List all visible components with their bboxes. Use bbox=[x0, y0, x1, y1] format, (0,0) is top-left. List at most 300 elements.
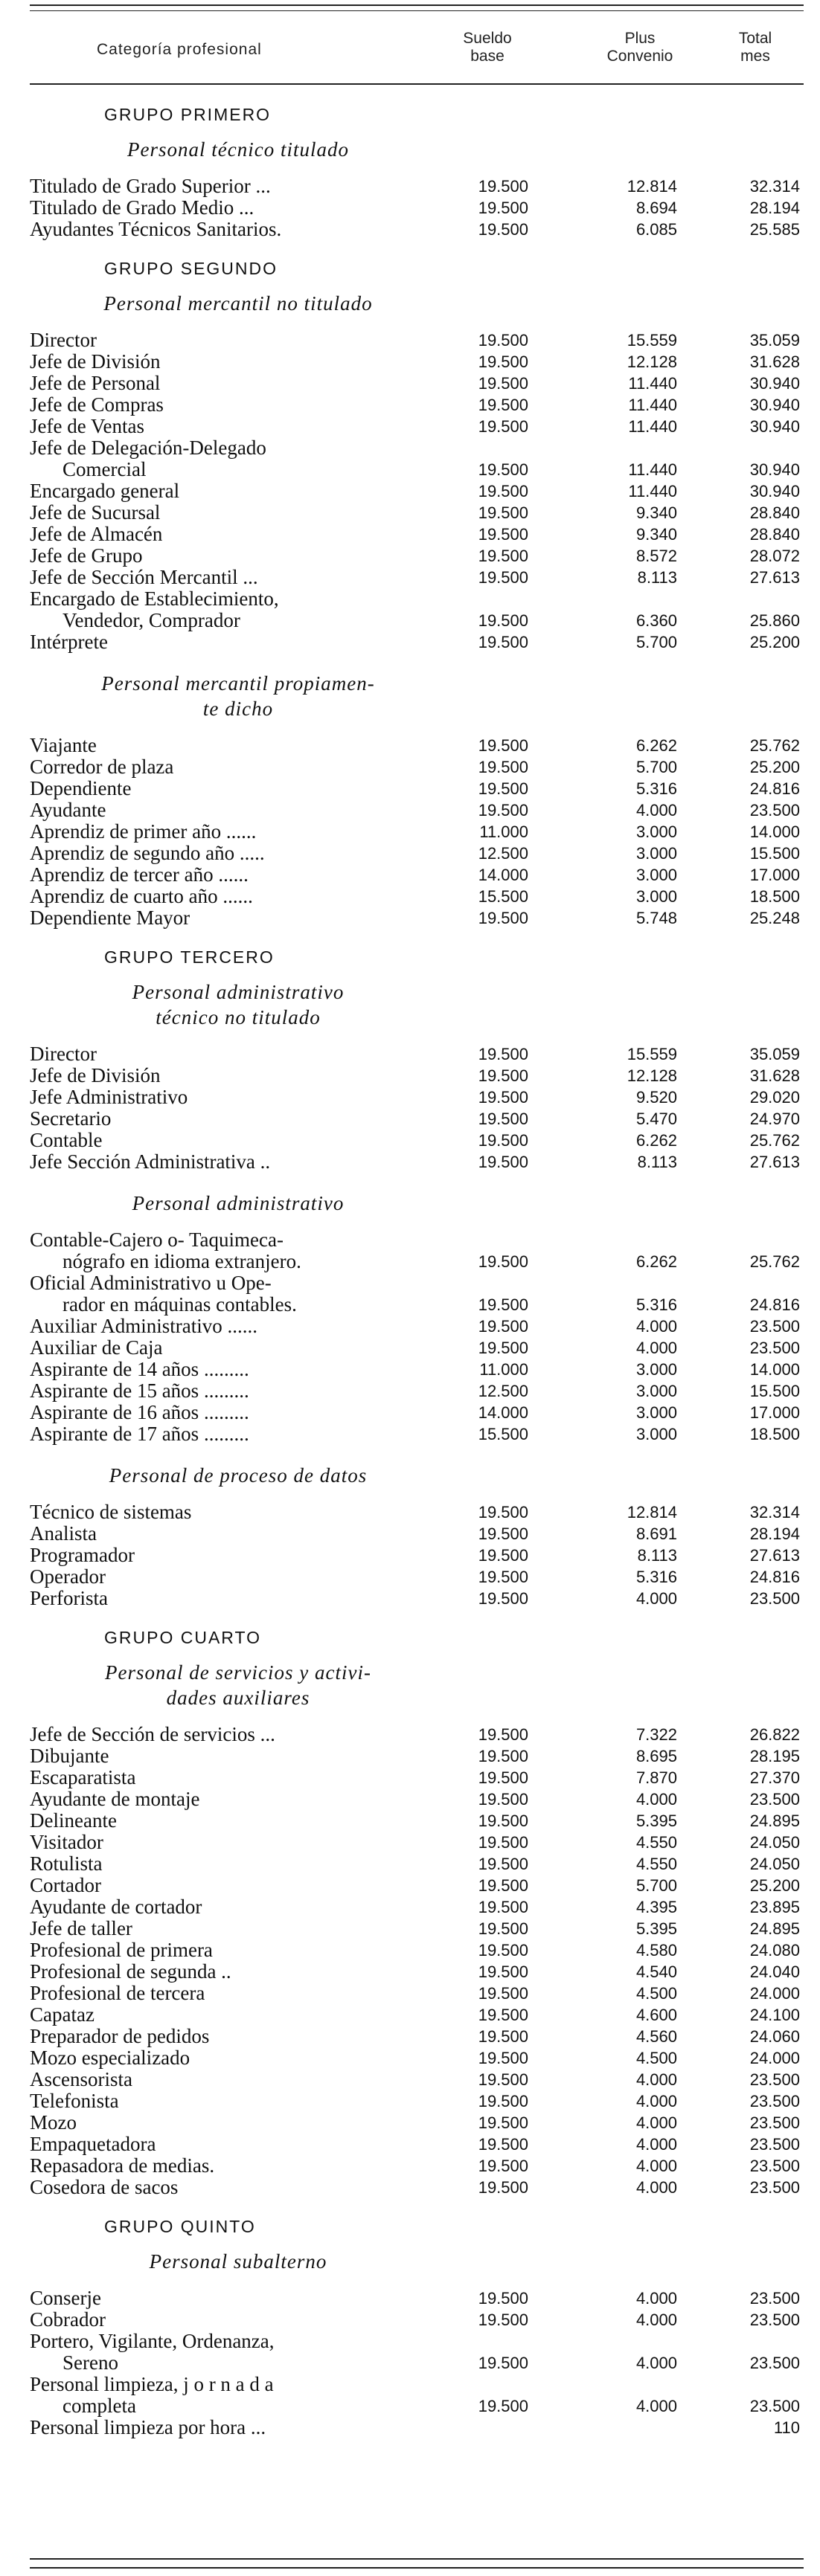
row-label-line: Preparador de pedidos bbox=[30, 2025, 210, 2047]
total-mes-cell: 27.370 bbox=[749, 1768, 800, 1787]
section-subtitle: Personal administrativo bbox=[132, 981, 345, 1003]
row-label bbox=[30, 778, 446, 799]
row-label bbox=[30, 1788, 446, 1810]
sueldo-base-cell: 19.500 bbox=[478, 2178, 528, 2197]
plus-convenio-cell: 4.000 bbox=[635, 2178, 677, 2197]
plus-convenio-cell: 8.691 bbox=[635, 1524, 677, 1543]
plus-convenio-cell: 4.000 bbox=[635, 2113, 677, 2132]
plus-convenio-cell: 6.360 bbox=[635, 611, 677, 630]
plus-convenio-cell: 9.520 bbox=[635, 1088, 677, 1107]
row-label bbox=[30, 329, 446, 351]
sueldo-base-cell: 19.500 bbox=[478, 801, 528, 820]
total-mes-cell: 30.940 bbox=[749, 374, 800, 393]
plus-convenio-cell: 4.000 bbox=[635, 1317, 677, 1336]
section-subtitle: Personal técnico titulado bbox=[127, 138, 349, 161]
plus-convenio-cell: 8.572 bbox=[635, 547, 677, 565]
row-label-line: Jefe de Almacén bbox=[30, 523, 163, 545]
row-label bbox=[30, 1043, 446, 1065]
row-label bbox=[30, 2090, 446, 2112]
row-label-line: Profesional de primera bbox=[30, 1939, 213, 1961]
total-mes-cell: 23.500 bbox=[749, 1589, 800, 1608]
row-label bbox=[30, 437, 446, 480]
row-label-line: Aspirante de 14 años ......... bbox=[30, 1358, 249, 1380]
plus-convenio-cell: 4.000 bbox=[635, 2397, 677, 2415]
row-label-line: Aspirante de 15 años ......... bbox=[30, 1379, 249, 1402]
total-mes-cell: 32.314 bbox=[749, 177, 800, 196]
plus-convenio-cell: 5.395 bbox=[635, 1919, 677, 1938]
plus-convenio-cell: 11.440 bbox=[628, 396, 677, 414]
total-mes-cell: 30.940 bbox=[749, 396, 800, 414]
sueldo-base-cell: 19.500 bbox=[478, 1898, 528, 1916]
row-label bbox=[30, 524, 446, 545]
sueldo-base-cell: 19.500 bbox=[478, 1339, 528, 1357]
row-label-line: Mozo bbox=[30, 2111, 77, 2134]
row-label-line: Profesional de tercera bbox=[30, 1982, 205, 2004]
row-label-line: Ascensorista bbox=[30, 2068, 132, 2090]
sueldo-base-cell: 19.500 bbox=[478, 1790, 528, 1809]
row-label bbox=[30, 2069, 446, 2090]
plus-convenio-cell: 9.340 bbox=[635, 525, 677, 544]
plus-convenio-cell: 4.500 bbox=[635, 2049, 677, 2067]
row-label bbox=[30, 394, 446, 416]
row-label-line: Aprendiz de tercer año ...... bbox=[30, 863, 249, 886]
plus-convenio-cell: 11.440 bbox=[628, 374, 677, 393]
plus-convenio-cell: 6.262 bbox=[635, 1131, 677, 1150]
row-label-line: completa bbox=[63, 2395, 136, 2417]
total-mes-cell: 25.200 bbox=[749, 633, 800, 651]
total-mes-cell: 35.059 bbox=[749, 1045, 800, 1063]
total-mes-cell: 14.000 bbox=[749, 822, 800, 841]
row-label bbox=[30, 907, 446, 929]
row-label bbox=[30, 2134, 446, 2155]
plus-convenio-cell: 3.000 bbox=[635, 1360, 677, 1379]
row-label bbox=[30, 1832, 446, 1853]
row-label bbox=[30, 588, 446, 631]
plus-convenio-cell: 4.000 bbox=[635, 2354, 677, 2372]
row-label bbox=[30, 1983, 446, 2004]
row-label-line: Aspirante de 17 años ......... bbox=[30, 1423, 249, 1445]
row-label bbox=[30, 864, 446, 886]
total-mes-cell: 28.195 bbox=[749, 1747, 800, 1765]
plus-convenio-cell: 4.000 bbox=[635, 1339, 677, 1357]
sueldo-base-cell: 19.500 bbox=[478, 611, 528, 630]
sueldo-base-cell: 19.500 bbox=[478, 1962, 528, 1981]
row-label-line: Jefe de Personal bbox=[30, 372, 161, 394]
sueldo-base-cell: 19.500 bbox=[478, 1131, 528, 1150]
plus-convenio-cell: 4.560 bbox=[635, 2027, 677, 2046]
sueldo-base-cell: 15.500 bbox=[478, 1425, 528, 1443]
total-mes-cell: 23.500 bbox=[749, 801, 800, 820]
plus-convenio-cell: 4.000 bbox=[635, 2092, 677, 2110]
row-label bbox=[30, 1566, 446, 1588]
total-mes-cell: 25.200 bbox=[749, 1876, 800, 1895]
sueldo-base-cell: 19.500 bbox=[478, 1919, 528, 1938]
row-label bbox=[30, 1151, 446, 1173]
sueldo-base-cell: 19.500 bbox=[478, 758, 528, 776]
sueldo-base-cell: 19.500 bbox=[478, 199, 528, 217]
sueldo-base-cell: 14.000 bbox=[478, 1403, 528, 1422]
sueldo-base-cell: 19.500 bbox=[478, 1153, 528, 1171]
plus-convenio-cell: 7.870 bbox=[635, 1768, 677, 1787]
total-mes-cell: 27.613 bbox=[749, 1546, 800, 1565]
row-label-line: Jefe de División bbox=[30, 350, 161, 373]
row-label-line: Contable bbox=[30, 1129, 103, 1151]
total-mes-cell: 24.000 bbox=[749, 1984, 800, 2003]
plus-convenio-cell: 3.000 bbox=[635, 822, 677, 841]
sueldo-base-cell: 19.500 bbox=[478, 2006, 528, 2024]
sueldo-base-cell: 11.000 bbox=[479, 1360, 528, 1379]
row-label-line: Aprendiz de primer año ...... bbox=[30, 820, 257, 843]
row-label bbox=[30, 2047, 446, 2069]
row-label bbox=[30, 1402, 446, 1423]
total-mes-cell: 27.613 bbox=[749, 1153, 800, 1171]
sueldo-base-cell: 19.500 bbox=[478, 482, 528, 500]
section-subtitle: dades auxiliares bbox=[166, 1687, 310, 1709]
plus-convenio-cell: 5.700 bbox=[635, 1876, 677, 1895]
plus-convenio-cell: 4.000 bbox=[635, 2289, 677, 2308]
row-label bbox=[30, 1229, 446, 1272]
top-rule-2 bbox=[30, 10, 804, 11]
total-mes-cell: 23.500 bbox=[749, 2354, 800, 2372]
row-label bbox=[30, 1853, 446, 1875]
row-label-line: Jefe de Ventas bbox=[30, 415, 144, 437]
sueldo-base-cell: 19.500 bbox=[478, 331, 528, 350]
sueldo-base-cell: 19.500 bbox=[478, 633, 528, 651]
header-total-mes bbox=[699, 30, 811, 65]
row-label bbox=[30, 886, 446, 907]
plus-convenio-cell: 4.000 bbox=[635, 2157, 677, 2175]
plus-convenio-cell: 5.316 bbox=[635, 1295, 677, 1314]
sueldo-base-cell: 19.500 bbox=[478, 417, 528, 436]
sueldo-base-cell: 19.500 bbox=[478, 1812, 528, 1830]
sueldo-base-cell: 11.000 bbox=[479, 822, 528, 841]
sueldo-base-cell: 19.500 bbox=[478, 396, 528, 414]
row-label-line: Contable-Cajero o- Taquimeca- bbox=[30, 1229, 284, 1251]
plus-convenio-cell: 3.000 bbox=[635, 1382, 677, 1400]
plus-convenio-cell: 4.000 bbox=[635, 2070, 677, 2089]
row-label bbox=[30, 2177, 446, 2198]
section-subtitle: Personal administrativo bbox=[132, 1192, 345, 1214]
total-mes-cell: 30.940 bbox=[749, 482, 800, 500]
row-label-line: Perforista bbox=[30, 1587, 108, 1609]
total-mes-cell: 23.500 bbox=[749, 2311, 800, 2329]
section-subtitle: te dicho bbox=[202, 698, 274, 720]
plus-convenio-cell: 12.814 bbox=[627, 1503, 677, 1522]
sueldo-base-cell: 19.500 bbox=[478, 2157, 528, 2175]
plus-convenio-cell: 4.580 bbox=[635, 1941, 677, 1960]
row-label-line: Rotulista bbox=[30, 1852, 103, 1875]
plus-convenio-cell: 4.500 bbox=[635, 1984, 677, 2003]
sueldo-base-cell: 12.500 bbox=[478, 844, 528, 863]
row-label bbox=[30, 373, 446, 394]
plus-convenio-cell: 3.000 bbox=[635, 1425, 677, 1443]
group-title: GRUPO QUINTO bbox=[104, 2217, 256, 2236]
row-label bbox=[30, 1918, 446, 1939]
row-label-line: Mozo especializado bbox=[30, 2047, 190, 2069]
total-mes-cell: 28.840 bbox=[749, 503, 800, 522]
plus-convenio-cell: 3.000 bbox=[635, 887, 677, 906]
row-label bbox=[30, 1939, 446, 1961]
sueldo-base-cell: 19.500 bbox=[478, 2113, 528, 2132]
plus-convenio-cell: 5.316 bbox=[635, 1568, 677, 1586]
total-mes-cell: 23.500 bbox=[749, 2113, 800, 2132]
sueldo-base-cell: 19.500 bbox=[478, 1589, 528, 1608]
sueldo-base-cell: 19.500 bbox=[478, 736, 528, 755]
total-mes-cell: 25.762 bbox=[749, 736, 800, 755]
row-label-line: Visitador bbox=[30, 1831, 103, 1853]
row-label-line: Conserje bbox=[30, 2287, 101, 2309]
row-label bbox=[30, 2331, 446, 2374]
row-label bbox=[30, 1130, 446, 1151]
section-subtitle: Personal de servicios y activi- bbox=[105, 1661, 371, 1684]
total-mes-cell: 30.940 bbox=[749, 460, 800, 479]
section-subtitle: Personal mercantil propiamen- bbox=[101, 672, 375, 695]
total-mes-cell: 15.500 bbox=[749, 1382, 800, 1400]
total-mes-cell: 24.050 bbox=[749, 1833, 800, 1852]
row-label bbox=[30, 1108, 446, 1130]
header-sueldo-line2: base bbox=[470, 48, 505, 65]
row-label-line: Dependiente bbox=[30, 777, 132, 799]
row-label-line: Escaparatista bbox=[30, 1766, 136, 1788]
row-label bbox=[30, 631, 446, 653]
row-label-line: Repasadora de medias. bbox=[30, 2154, 215, 2177]
row-label-line: Auxiliar de Caja bbox=[30, 1336, 163, 1359]
header-rule bbox=[30, 83, 804, 85]
sueldo-base-cell: 19.500 bbox=[478, 177, 528, 196]
total-mes-cell: 28.840 bbox=[749, 525, 800, 544]
total-mes-cell: 110 bbox=[773, 2418, 800, 2437]
row-label bbox=[30, 2112, 446, 2134]
row-label-line: Telefonista bbox=[30, 2090, 119, 2112]
total-mes-cell: 14.000 bbox=[749, 1360, 800, 1379]
sueldo-base-cell: 19.500 bbox=[478, 1317, 528, 1336]
total-mes-cell: 35.059 bbox=[749, 331, 800, 350]
row-label bbox=[30, 2309, 446, 2331]
plus-convenio-cell: 9.340 bbox=[635, 503, 677, 522]
row-label bbox=[30, 1896, 446, 1918]
total-mes-cell: 15.500 bbox=[749, 844, 800, 863]
sueldo-base-cell: 19.500 bbox=[478, 2070, 528, 2089]
total-mes-cell: 24.080 bbox=[749, 1941, 800, 1960]
total-mes-cell: 26.822 bbox=[749, 1725, 800, 1744]
plus-convenio-cell: 8.113 bbox=[637, 1546, 677, 1565]
sueldo-base-cell: 19.500 bbox=[478, 352, 528, 371]
row-label bbox=[30, 1380, 446, 1402]
row-label bbox=[30, 219, 446, 240]
total-mes-cell: 24.816 bbox=[749, 779, 800, 798]
plus-convenio-cell: 5.316 bbox=[635, 779, 677, 798]
plus-convenio-cell: 11.440 bbox=[628, 417, 677, 436]
total-mes-cell: 29.020 bbox=[749, 1088, 800, 1107]
plus-convenio-cell: 11.440 bbox=[628, 482, 677, 500]
sueldo-base-cell: 19.500 bbox=[478, 220, 528, 239]
plus-convenio-cell: 5.470 bbox=[635, 1110, 677, 1128]
total-mes-cell: 23.500 bbox=[749, 1317, 800, 1336]
row-label bbox=[30, 1501, 446, 1523]
total-mes-cell: 23.895 bbox=[749, 1898, 800, 1916]
sueldo-base-cell: 19.500 bbox=[478, 1252, 528, 1271]
row-label bbox=[30, 176, 446, 197]
bottom-rule bbox=[30, 2558, 804, 2560]
row-label bbox=[30, 799, 446, 821]
row-label-line: Jefe de Grupo bbox=[30, 544, 143, 567]
total-mes-cell: 31.628 bbox=[749, 352, 800, 371]
row-label bbox=[30, 1745, 446, 1767]
sueldo-base-cell: 19.500 bbox=[478, 909, 528, 927]
bottom-rule-2 bbox=[30, 2567, 804, 2569]
row-label bbox=[30, 1724, 446, 1745]
sueldo-base-cell: 19.500 bbox=[478, 1524, 528, 1543]
plus-convenio-cell: 3.000 bbox=[635, 866, 677, 884]
row-label bbox=[30, 1545, 446, 1566]
row-label bbox=[30, 1523, 446, 1545]
row-label-line: Analista bbox=[30, 1522, 97, 1545]
row-label bbox=[30, 1065, 446, 1086]
plus-convenio-cell: 8.113 bbox=[637, 1153, 677, 1171]
total-mes-cell: 24.060 bbox=[749, 2027, 800, 2046]
sueldo-base-cell: 19.500 bbox=[478, 374, 528, 393]
row-label-line: Personal limpieza por hora ... bbox=[30, 2416, 266, 2438]
row-label-line: Vendedor, Comprador bbox=[63, 609, 240, 631]
row-label-line: Jefe de taller bbox=[30, 1917, 132, 1939]
row-label-line: Portero, Vigilante, Ordenanza, bbox=[30, 2330, 275, 2352]
sueldo-base-cell: 19.500 bbox=[478, 1725, 528, 1744]
plus-convenio-cell: 8.695 bbox=[635, 1747, 677, 1765]
row-label-line: Cosedora de sacos bbox=[30, 2176, 179, 2198]
sueldo-base-cell: 15.500 bbox=[478, 887, 528, 906]
sueldo-base-cell: 19.500 bbox=[478, 1876, 528, 1895]
total-mes-cell: 31.628 bbox=[749, 1066, 800, 1085]
sueldo-base-cell: 19.500 bbox=[478, 779, 528, 798]
sueldo-base-cell: 19.500 bbox=[478, 2092, 528, 2110]
row-label-line: Jefe de Sucursal bbox=[30, 501, 161, 524]
row-label bbox=[30, 2155, 446, 2177]
sueldo-base-cell: 19.500 bbox=[478, 547, 528, 565]
row-label-line: Sereno bbox=[63, 2351, 118, 2374]
plus-convenio-cell: 12.128 bbox=[627, 352, 677, 371]
header-sueldo-line1: Sueldo bbox=[463, 30, 512, 47]
row-label-line: Ayudante bbox=[30, 799, 106, 821]
sueldo-base-cell: 19.500 bbox=[478, 1088, 528, 1107]
top-rule bbox=[30, 4, 804, 6]
sueldo-base-cell: 12.500 bbox=[478, 1382, 528, 1400]
row-label-line: Ayudantes Técnicos Sanitarios. bbox=[30, 218, 282, 240]
total-mes-cell: 18.500 bbox=[749, 1425, 800, 1443]
row-label-line: Encargado general bbox=[30, 480, 180, 502]
sueldo-base-cell: 19.500 bbox=[478, 1941, 528, 1960]
sueldo-base-cell: 19.500 bbox=[478, 1855, 528, 1873]
header-total-line2: mes bbox=[740, 48, 770, 65]
sueldo-base-cell: 19.500 bbox=[478, 1110, 528, 1128]
row-label-line: Viajante bbox=[30, 734, 97, 756]
row-label-line: Técnico de sistemas bbox=[30, 1501, 192, 1523]
plus-convenio-cell: 4.000 bbox=[635, 1589, 677, 1608]
row-label-line: Secretario bbox=[30, 1107, 112, 1130]
row-label-line: Cortador bbox=[30, 1874, 101, 1896]
total-mes-cell: 23.500 bbox=[749, 2289, 800, 2308]
row-label-line: Dibujante bbox=[30, 1745, 109, 1767]
section-subtitle: Personal mercantil no titulado bbox=[103, 292, 373, 315]
row-label-line: Ayudante de montaje bbox=[30, 1788, 200, 1810]
plus-convenio-cell: 4.550 bbox=[635, 1855, 677, 1873]
plus-convenio-cell: 7.322 bbox=[635, 1725, 677, 1744]
sueldo-base-cell: 19.500 bbox=[478, 1984, 528, 2003]
row-label-line: Profesional de segunda .. bbox=[30, 1960, 231, 1983]
row-label-line: Intérprete bbox=[30, 631, 108, 653]
row-label-line: Jefe Sección Administrativa .. bbox=[30, 1150, 271, 1173]
total-mes-cell: 32.314 bbox=[749, 1503, 800, 1522]
row-label bbox=[30, 1767, 446, 1788]
total-mes-cell: 25.762 bbox=[749, 1252, 800, 1271]
row-label-line: Capataz bbox=[30, 2003, 95, 2026]
sueldo-base-cell: 14.000 bbox=[478, 866, 528, 884]
sueldo-base-cell: 19.500 bbox=[478, 460, 528, 479]
sueldo-base-cell: 19.500 bbox=[478, 1503, 528, 1522]
total-mes-cell: 27.613 bbox=[749, 568, 800, 587]
header-categoria: Categoría profesional bbox=[97, 41, 262, 58]
row-label-line: Aprendiz de cuarto año ...... bbox=[30, 885, 253, 907]
plus-convenio-cell: 3.000 bbox=[635, 844, 677, 863]
row-label-line: Empaquetadora bbox=[30, 2133, 156, 2155]
header-total-line1: Total bbox=[738, 30, 772, 47]
row-label bbox=[30, 843, 446, 864]
sueldo-base-cell: 19.500 bbox=[478, 2397, 528, 2415]
row-label-line: Jefe de Sección Mercantil ... bbox=[30, 566, 258, 588]
total-mes-cell: 24.050 bbox=[749, 1855, 800, 1873]
plus-convenio-cell: 5.748 bbox=[635, 909, 677, 927]
sueldo-base-cell: 19.500 bbox=[478, 1546, 528, 1565]
row-label-line: rador en máquinas contables. bbox=[63, 1293, 297, 1316]
sueldo-base-cell: 19.500 bbox=[478, 525, 528, 544]
row-label bbox=[30, 821, 446, 843]
row-label bbox=[30, 480, 446, 502]
row-label-line: Personal limpieza, j o r n a d a bbox=[30, 2373, 274, 2395]
row-label-line: Jefe de Compras bbox=[30, 393, 164, 416]
total-mes-cell: 24.895 bbox=[749, 1919, 800, 1938]
sueldo-base-cell: 19.500 bbox=[478, 1295, 528, 1314]
group-title: GRUPO SEGUNDO bbox=[104, 259, 278, 278]
section-subtitle: Personal subalterno bbox=[149, 2250, 327, 2273]
plus-convenio-cell: 4.395 bbox=[635, 1898, 677, 1916]
sueldo-base-cell: 19.500 bbox=[478, 568, 528, 587]
row-label-line: Ayudante de cortador bbox=[30, 1896, 202, 1918]
sueldo-base-cell: 19.500 bbox=[478, 2354, 528, 2372]
row-label-line: Titulado de Grado Medio ... bbox=[30, 196, 254, 219]
row-label bbox=[30, 2004, 446, 2026]
sueldo-base-cell: 19.500 bbox=[478, 2135, 528, 2154]
sueldo-base-cell: 19.500 bbox=[478, 1568, 528, 1586]
header-plus-line1: Plus bbox=[624, 30, 656, 47]
plus-convenio-cell: 8.113 bbox=[637, 568, 677, 587]
row-label bbox=[30, 2026, 446, 2047]
total-mes-cell: 25.762 bbox=[749, 1131, 800, 1150]
total-mes-cell: 23.500 bbox=[749, 2157, 800, 2175]
row-label bbox=[30, 1875, 446, 1896]
total-mes-cell: 24.816 bbox=[749, 1568, 800, 1586]
sueldo-base-cell: 19.500 bbox=[478, 1833, 528, 1852]
plus-convenio-cell: 4.540 bbox=[635, 1962, 677, 1981]
plus-convenio-cell: 6.085 bbox=[635, 220, 677, 239]
row-label bbox=[30, 1961, 446, 1983]
plus-convenio-cell: 6.262 bbox=[635, 736, 677, 755]
plus-convenio-cell: 12.128 bbox=[627, 1066, 677, 1085]
total-mes-cell: 23.500 bbox=[749, 2397, 800, 2415]
total-mes-cell: 24.816 bbox=[749, 1295, 800, 1314]
group-title: GRUPO CUARTO bbox=[104, 1628, 262, 1647]
group-title: GRUPO PRIMERO bbox=[104, 105, 272, 124]
total-mes-cell: 24.970 bbox=[749, 1110, 800, 1128]
row-label-line: Auxiliar Administrativo ...... bbox=[30, 1315, 257, 1337]
